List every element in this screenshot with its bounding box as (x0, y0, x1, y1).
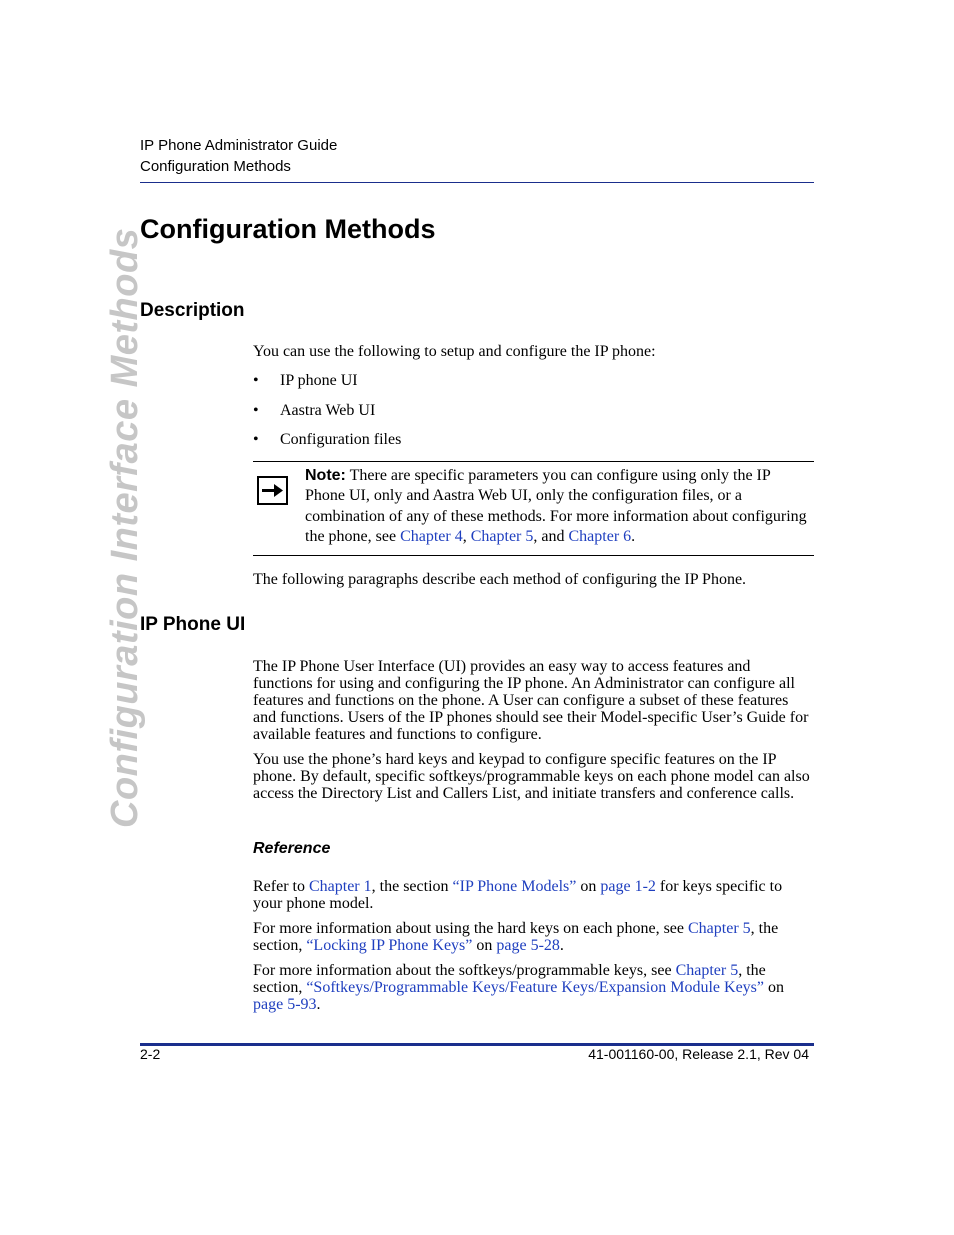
page-title: Configuration Methods (140, 214, 436, 244)
header-divider (140, 182, 814, 183)
ip-phone-ui-para-2: You use the phone’s hard keys and keypad to configure specific features on the IP phone. By default, specific softkeys/programmable keys on each phone model can also access the Directory List and Callers List, and initiate transfers and conference calls. (253, 751, 810, 802)
document-id: 41-001160-00, Release 2.1, Rev 04 (588, 1046, 809, 1062)
link-chapter-6[interactable]: Chapter 6 (568, 527, 632, 545)
note-sep: , and (533, 527, 565, 545)
link-chapter-4[interactable]: Chapter 4 (400, 527, 463, 545)
list-item: • IP phone UI (253, 370, 401, 400)
ref-text: , the section, (253, 920, 779, 954)
side-chapter-tab: Configuration Interface Methods (104, 227, 146, 828)
note-sep: , (462, 527, 467, 545)
reference-paragraph-2 (253, 920, 813, 954)
ref-text: For more information about the softkeys/programmable keys, see (253, 962, 672, 979)
list-item: • Aastra Web UI (253, 400, 401, 430)
page-number: 2-2 (140, 1046, 161, 1062)
ip-phone-ui-para-1: The IP Phone User Interface (UI) provides an easy way to access features and functions for using and configuring the IP phone. An Administrator can configure all features and functions on the phone. A User can configure a subset of these features and functions. Users of the IP phones should see their Model-specific User’s Guide for available features and functions to configure. (253, 658, 809, 743)
link-page-5-93[interactable]: page 5-93 (253, 996, 317, 1013)
link-chapter-5[interactable]: Chapter 5 (470, 527, 534, 545)
ref-text: on (768, 979, 785, 996)
reference-paragraph-1 (253, 878, 813, 912)
note-bottom-rule (253, 555, 814, 556)
ref-text: , the section (371, 878, 449, 895)
ref-text: , the section, (253, 962, 766, 996)
note-top-rule (253, 461, 814, 462)
ref-text: . (559, 937, 564, 954)
note-label: Note: (305, 467, 346, 484)
link-chapter-5[interactable]: Chapter 5 (688, 920, 751, 937)
ref-text: on (580, 878, 597, 895)
ref-text: . (316, 996, 321, 1013)
link-ip-phone-models[interactable]: “IP Phone Models” (452, 878, 577, 895)
ref-text: for keys specific to your phone model. (253, 878, 783, 912)
link-chapter-1[interactable]: Chapter 1 (308, 878, 372, 895)
header-section-title: Configuration Methods (140, 158, 291, 175)
description-intro: You can use the following to setup and configure the IP phone: (253, 343, 656, 360)
link-page-5-28[interactable]: page 5-28 (496, 937, 560, 954)
note-body: There are specific parameters you can configure using only the IP Phone UI, only and Aastra Web UI, only the configuration files, or a combination of any of these methods. For more information about configuring the phone, see (305, 467, 807, 545)
link-chapter-5[interactable]: Chapter 5 (675, 962, 739, 979)
reference-paragraph-3 (253, 962, 813, 1013)
link-softkeys-section[interactable]: “Softkeys/Programmable Keys/Feature Keys/Expansion Module Keys” (306, 979, 765, 996)
link-locking-ip-phone-keys[interactable]: “Locking IP Phone Keys” (306, 937, 473, 954)
ref-text: Refer to (253, 878, 305, 895)
reference-heading: Reference (253, 840, 331, 857)
link-page-1-2[interactable]: page 1-2 (600, 878, 656, 895)
note-end: . (631, 527, 636, 545)
arrow-right-icon (257, 476, 288, 505)
following-paragraph: The following paragraphs describe each method of configuring the IP Phone. (253, 571, 747, 588)
ip-phone-ui-heading: IP Phone UI (140, 614, 246, 635)
running-header (140, 135, 337, 177)
description-heading: Description (140, 300, 245, 321)
method-list (253, 370, 401, 459)
ref-text: For more information about using the hard keys on each phone, see (253, 920, 684, 937)
ref-text: on (476, 937, 493, 954)
note-text (305, 466, 810, 547)
header-guide-title: IP Phone Administrator Guide (140, 137, 338, 154)
list-item: • Configuration files (253, 429, 401, 459)
